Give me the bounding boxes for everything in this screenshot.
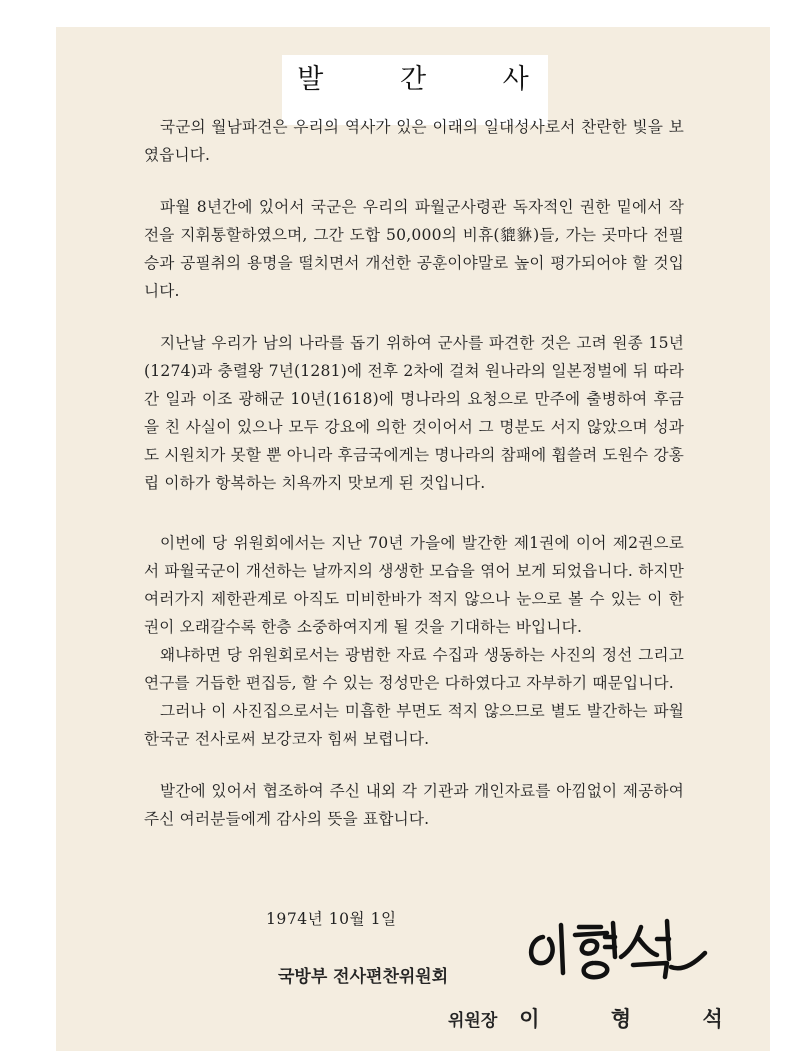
chairman-line xyxy=(448,1003,755,1033)
document-body xyxy=(144,113,684,833)
paragraph-7: 발간에 있어서 협조하여 주신 내외 각 기관과 개인자료를 아낌없이 제공하여 주신 여러분들에게 감사의 뜻을 표합니다. xyxy=(144,782,684,828)
publication-date: 1974년 10월 1일 xyxy=(266,910,397,928)
paragraph-4: 이번에 당 위원회에서는 지난 70년 가을에 발간한 제1권에 이어 제2권으로서 파월국군이 개선하는 날까지의 생생한 모습을 엮어 보게 되었읍니다. 하지만 여러가지 제한관계로 아직도 미비한바가 적지 않으나 눈으로 볼 수 있는 이 한권이 오래갈수록 한층 소중하여지게 될 것을 기대하는 바입니다. xyxy=(144,534,685,636)
paragraph-1: 국군의 월남파견은 우리의 역사가 있은 이래의 일대성사로서 찬란한 빛을 보였읍니다. xyxy=(144,118,684,164)
paragraph-6: 그러나 이 사진집으로서는 미흡한 부면도 적지 않으므로 별도 발간하는 파월한국군 전사로써 보강코자 힘써 보렵니다. xyxy=(144,702,684,748)
chairman-name: 이 형 석 xyxy=(519,1007,755,1031)
document-page xyxy=(56,27,770,1051)
page-title: 발 간 사 xyxy=(297,64,563,95)
paragraph-2: 파월 8년간에 있어서 국군은 우리의 파월군사령관 독자적인 권한 밑에서 작전을 지휘통할하였으며, 그간 도합 50,000의 비휴(貔貅)들, 가는 곳마다 전필승과 공필취의 용명을 떨치면서 개선한 공훈이야말로 높이 평가되어야 할 것입니다. xyxy=(144,198,684,300)
handwritten-signature xyxy=(521,915,711,985)
organization-name: 국방부 전사편찬위원회 xyxy=(278,967,449,987)
paragraph-5: 왜냐하면 당 위원회로서는 광범한 자료 수집과 생동하는 사진의 정선 그리고 연구를 거듭한 편집등, 할 수 있는 정성만은 다하였다고 자부하기 때문입니다. xyxy=(144,646,684,692)
chairman-title: 위원장 xyxy=(448,1011,498,1031)
paragraph-3: 지난날 우리가 남의 나라를 돕기 위하여 군사를 파견한 것은 고려 원종 15년(1274)과 충렬왕 7년(1281)에 전후 2차에 걸쳐 원나라의 일본정벌에 뒤 따라간 일과 이조 광해군 10년(1618)에 명나라의 요청으로 만주에 출병하여 후금을 친 사실이 있으나 모두 강요에 의한 것이어서 그 명분도 서지 않았으며 성과도 시원치가 못할 뿐 아니라 후금국에게는 명나라의 참패에 휩쓸려 도원수 강홍립 이하가 항복하는 치욕까지 맛보게 된 것입니다. xyxy=(144,334,685,492)
